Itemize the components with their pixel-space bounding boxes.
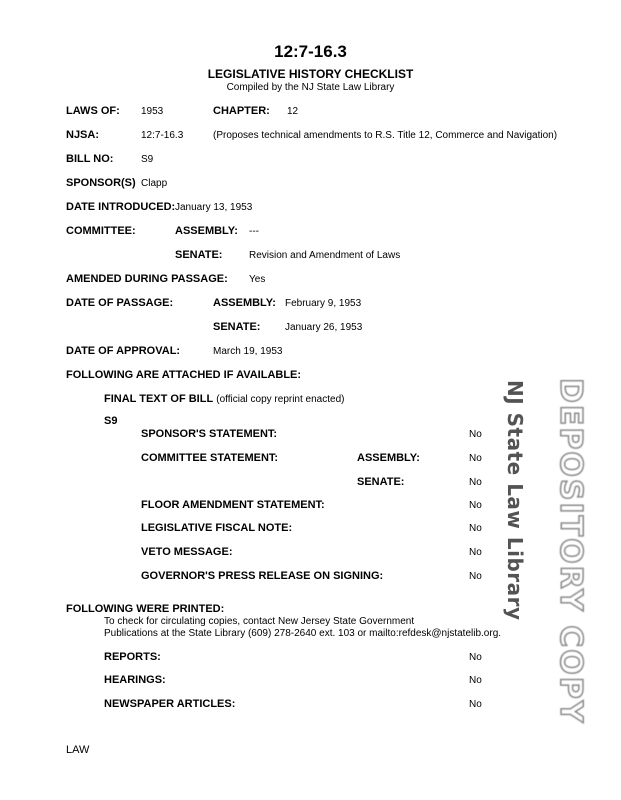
attached-bill: S9: [104, 415, 118, 427]
committee-assembly-value: ---: [249, 226, 259, 237]
chapter-value: 12: [287, 106, 299, 117]
approval-value: March 19, 1953: [213, 346, 283, 357]
fiscal-note-label: LEGISLATIVE FISCAL NOTE:: [141, 522, 293, 534]
sponsor-statement-label: SPONSOR'S STATEMENT:: [141, 428, 278, 440]
final-text-label: FINAL TEXT OF BILL: [104, 393, 214, 405]
committee-senate-value: Revision and Amendment of Laws: [249, 250, 401, 261]
sponsor-statement-value: No: [469, 429, 482, 440]
date-introduced-label: DATE INTRODUCED:: [66, 201, 176, 213]
njsa-description: (Proposes technical amendments to R.S. Title 12, Commerce and Navigation): [213, 130, 558, 141]
reports-value: No: [469, 652, 482, 663]
press-release-label: GOVERNOR'S PRESS RELEASE ON SIGNING:: [141, 570, 384, 582]
floor-amendment-label: FLOOR AMENDMENT STATEMENT:: [141, 499, 325, 511]
passage-senate-value: January 26, 1953: [285, 322, 363, 333]
newspaper-value: No: [469, 699, 482, 710]
bill-no-value: S9: [141, 154, 154, 165]
sponsor-label: SPONSOR(S): [66, 177, 136, 189]
approval-label: DATE OF APPROVAL:: [66, 345, 181, 357]
committee-senate-label: SENATE:: [175, 249, 223, 261]
njsa-label: NJSA:: [66, 129, 100, 141]
committee-label: COMMITTEE:: [66, 225, 136, 237]
veto-message-value: No: [469, 547, 482, 558]
amended-value: Yes: [249, 274, 266, 285]
sponsor-value: Clapp: [141, 178, 168, 189]
hearings-label: HEARINGS:: [104, 674, 166, 686]
fiscal-note-value: No: [469, 523, 482, 534]
final-text-row: [104, 394, 344, 405]
printed-heading: FOLLOWING WERE PRINTED:: [66, 603, 225, 615]
amended-label: AMENDED DURING PASSAGE:: [66, 273, 228, 285]
printed-note-line1: To check for circulating copies, contact New Jersey State Government: [104, 616, 415, 627]
depository-stamp: DEPOSITORY COPY: [553, 378, 588, 725]
floor-amendment-value: No: [469, 500, 482, 511]
committee-statement-assembly-value: No: [469, 453, 482, 464]
final-text-note: (official copy reprint enacted): [216, 394, 345, 405]
bill-no-label: BILL NO:: [66, 153, 114, 165]
committee-assembly-label: ASSEMBLY:: [175, 225, 238, 237]
reports-label: REPORTS:: [104, 651, 161, 663]
date-introduced-value: January 13, 1953: [175, 202, 253, 213]
passage-assembly-value: February 9, 1953: [285, 298, 362, 309]
document-subtitle: Compiled by the NJ State Law Library: [226, 82, 395, 93]
attached-heading: FOLLOWING ARE ATTACHED IF AVAILABLE:: [66, 369, 302, 381]
passage-senate-label: SENATE:: [213, 321, 261, 333]
document-number: 12:7-16.3: [274, 42, 347, 61]
committee-statement-senate-value: No: [469, 477, 482, 488]
committee-statement-assembly-label: ASSEMBLY:: [357, 452, 420, 464]
library-stamp: NJ State Law Library: [503, 380, 527, 621]
laws-of-value: 1953: [141, 106, 164, 117]
passage-label: DATE OF PASSAGE:: [66, 297, 174, 309]
committee-statement-senate-label: SENATE:: [357, 476, 405, 488]
veto-message-label: VETO MESSAGE:: [141, 546, 233, 558]
committee-statement-label: COMMITTEE STATEMENT:: [141, 452, 279, 464]
passage-assembly-label: ASSEMBLY:: [213, 297, 276, 309]
njsa-value: 12:7-16.3: [141, 130, 184, 141]
printed-note-line2: Publications at the State Library (609) 278-2640 ext. 103 or mailto:refdesk@njstatelib.org.: [104, 628, 502, 639]
chapter-label: CHAPTER:: [213, 105, 270, 117]
document-title: LEGISLATIVE HISTORY CHECKLIST: [207, 67, 414, 81]
laws-of-label: LAWS OF:: [66, 105, 120, 117]
footer-code: LAW: [66, 744, 90, 756]
hearings-value: No: [469, 675, 482, 686]
press-release-value: No: [469, 571, 482, 582]
newspaper-label: NEWSPAPER ARTICLES:: [104, 698, 236, 710]
